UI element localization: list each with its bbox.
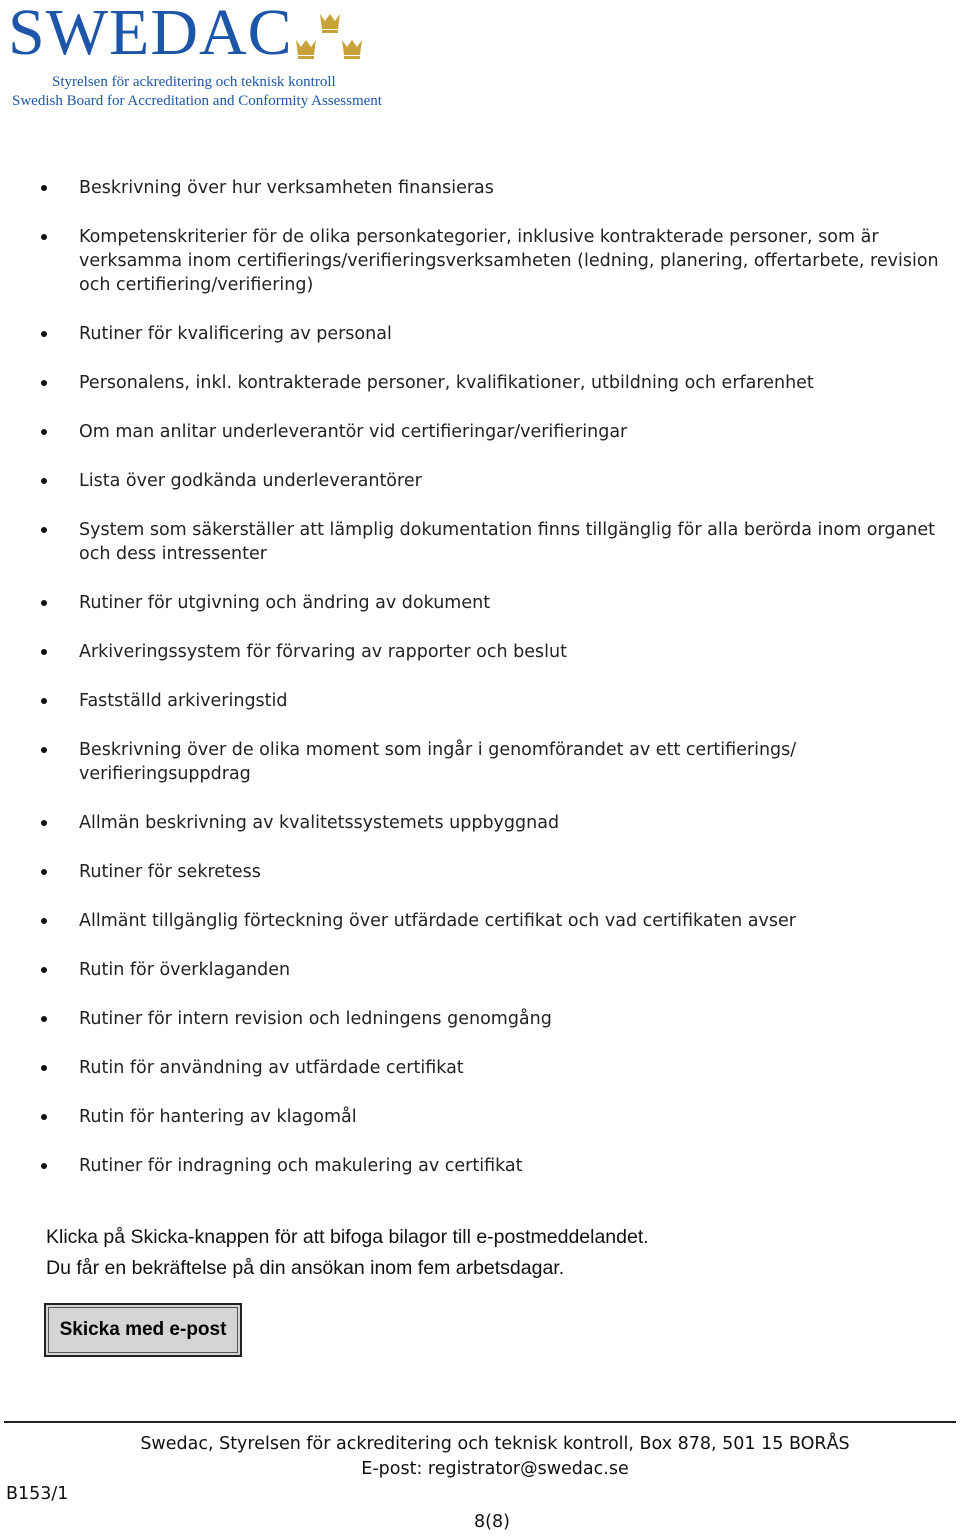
bullet-icon xyxy=(41,380,47,386)
bullet-icon xyxy=(41,331,47,337)
bullet-icon xyxy=(41,600,47,606)
list-item: Personalens, inkl. kontrakterade personer, kvalifikationer, utbildning och erfarenhet xyxy=(0,371,939,395)
list-item: Beskrivning över de olika moment som ingår i genomförandet av ett certifierings/ verifieringsuppdrag xyxy=(0,738,939,786)
footer-email: E-post: registrator@swedac.se xyxy=(361,1459,629,1479)
list-item: Rutiner för indragning och makulering av certifikat xyxy=(0,1154,939,1178)
bullet-icon xyxy=(41,1016,47,1022)
list-item: Allmän beskrivning av kvalitetssystemets uppbyggnad xyxy=(0,811,939,835)
logo-subtitle-english: Swedish Board for Accreditation and Conformity Assessment xyxy=(12,93,382,109)
instructions xyxy=(46,1222,649,1284)
list-item: Rutiner för intern revision och ledningens genomgång xyxy=(0,1007,939,1031)
list-item: Rutin för överklaganden xyxy=(0,958,939,982)
list-item: Arkiveringssystem för förvaring av rapporter och beslut xyxy=(0,640,939,664)
instruction-line-2: Du får en bekräftelse på din ansökan inom fem arbetsdagar. xyxy=(46,1257,565,1279)
form-code: B153/1 xyxy=(6,1484,69,1504)
bullet-icon xyxy=(41,185,47,191)
list-item: System som säkerställer att lämplig dokumentation finns tillgänglig för alla berörda inom organet och dess intressenter xyxy=(0,518,939,566)
logo-wordmark: SWEDAC xyxy=(8,0,293,69)
send-email-button[interactable]: Skicka med e-post xyxy=(44,1303,242,1357)
bullet-icon xyxy=(41,234,47,240)
list-item: Rutiner för sekretess xyxy=(0,860,939,884)
bullet-icon xyxy=(41,649,47,655)
list-item: Allmänt tillgänglig förteckning över utfärdade certifikat och vad certifikaten avser xyxy=(0,909,939,933)
page-number: 8(8) xyxy=(474,1512,510,1532)
instruction-line-1: Klicka på Skicka-knappen för att bifoga bilagor till e-postmeddelandet. xyxy=(46,1226,649,1248)
list-item: Kompetenskriterier för de olika personkategorier, inklusive kontrakterade personer, som är verksamma inom certifierings/verifieringsverksamheten (ledning, planering, offertarbete, revision och certifiering/verifiering) xyxy=(0,225,939,297)
footer-divider xyxy=(4,1421,956,1423)
bullet-icon xyxy=(41,429,47,435)
list-item: Rutiner för kvalificering av personal xyxy=(0,322,939,346)
bullet-icon xyxy=(41,478,47,484)
bullet-icon xyxy=(41,527,47,533)
three-crowns-icon xyxy=(290,10,382,70)
bullet-icon xyxy=(41,869,47,875)
list-item: Fastställd arkiveringstid xyxy=(0,689,939,713)
bullet-icon xyxy=(41,1163,47,1169)
bullet-icon xyxy=(41,820,47,826)
footer-address: Swedac, Styrelsen för ackreditering och teknisk kontroll, Box 878, 501 15 BORÅS xyxy=(140,1434,850,1454)
bullet-icon xyxy=(41,747,47,753)
list-item: Lista över godkända underleverantörer xyxy=(0,469,939,493)
list-item: Beskrivning över hur verksamheten finansieras xyxy=(0,176,939,200)
bullet-icon xyxy=(41,698,47,704)
bullet-icon xyxy=(41,967,47,973)
bullet-icon xyxy=(41,1065,47,1071)
list-item: Rutin för hantering av klagomål xyxy=(0,1105,939,1129)
list-item: Om man anlitar underleverantör vid certifieringar/verifieringar xyxy=(0,420,939,444)
list-item: Rutin för användning av utfärdade certifikat xyxy=(0,1056,939,1080)
requirements-list xyxy=(0,176,960,1178)
logo-subtitle-swedish: Styrelsen för ackreditering och teknisk kontroll xyxy=(52,74,336,90)
bullet-icon xyxy=(41,918,47,924)
bullet-icon xyxy=(41,1114,47,1120)
list-item: Rutiner för utgivning och ändring av dokument xyxy=(0,591,939,615)
swedac-logo xyxy=(8,0,382,109)
